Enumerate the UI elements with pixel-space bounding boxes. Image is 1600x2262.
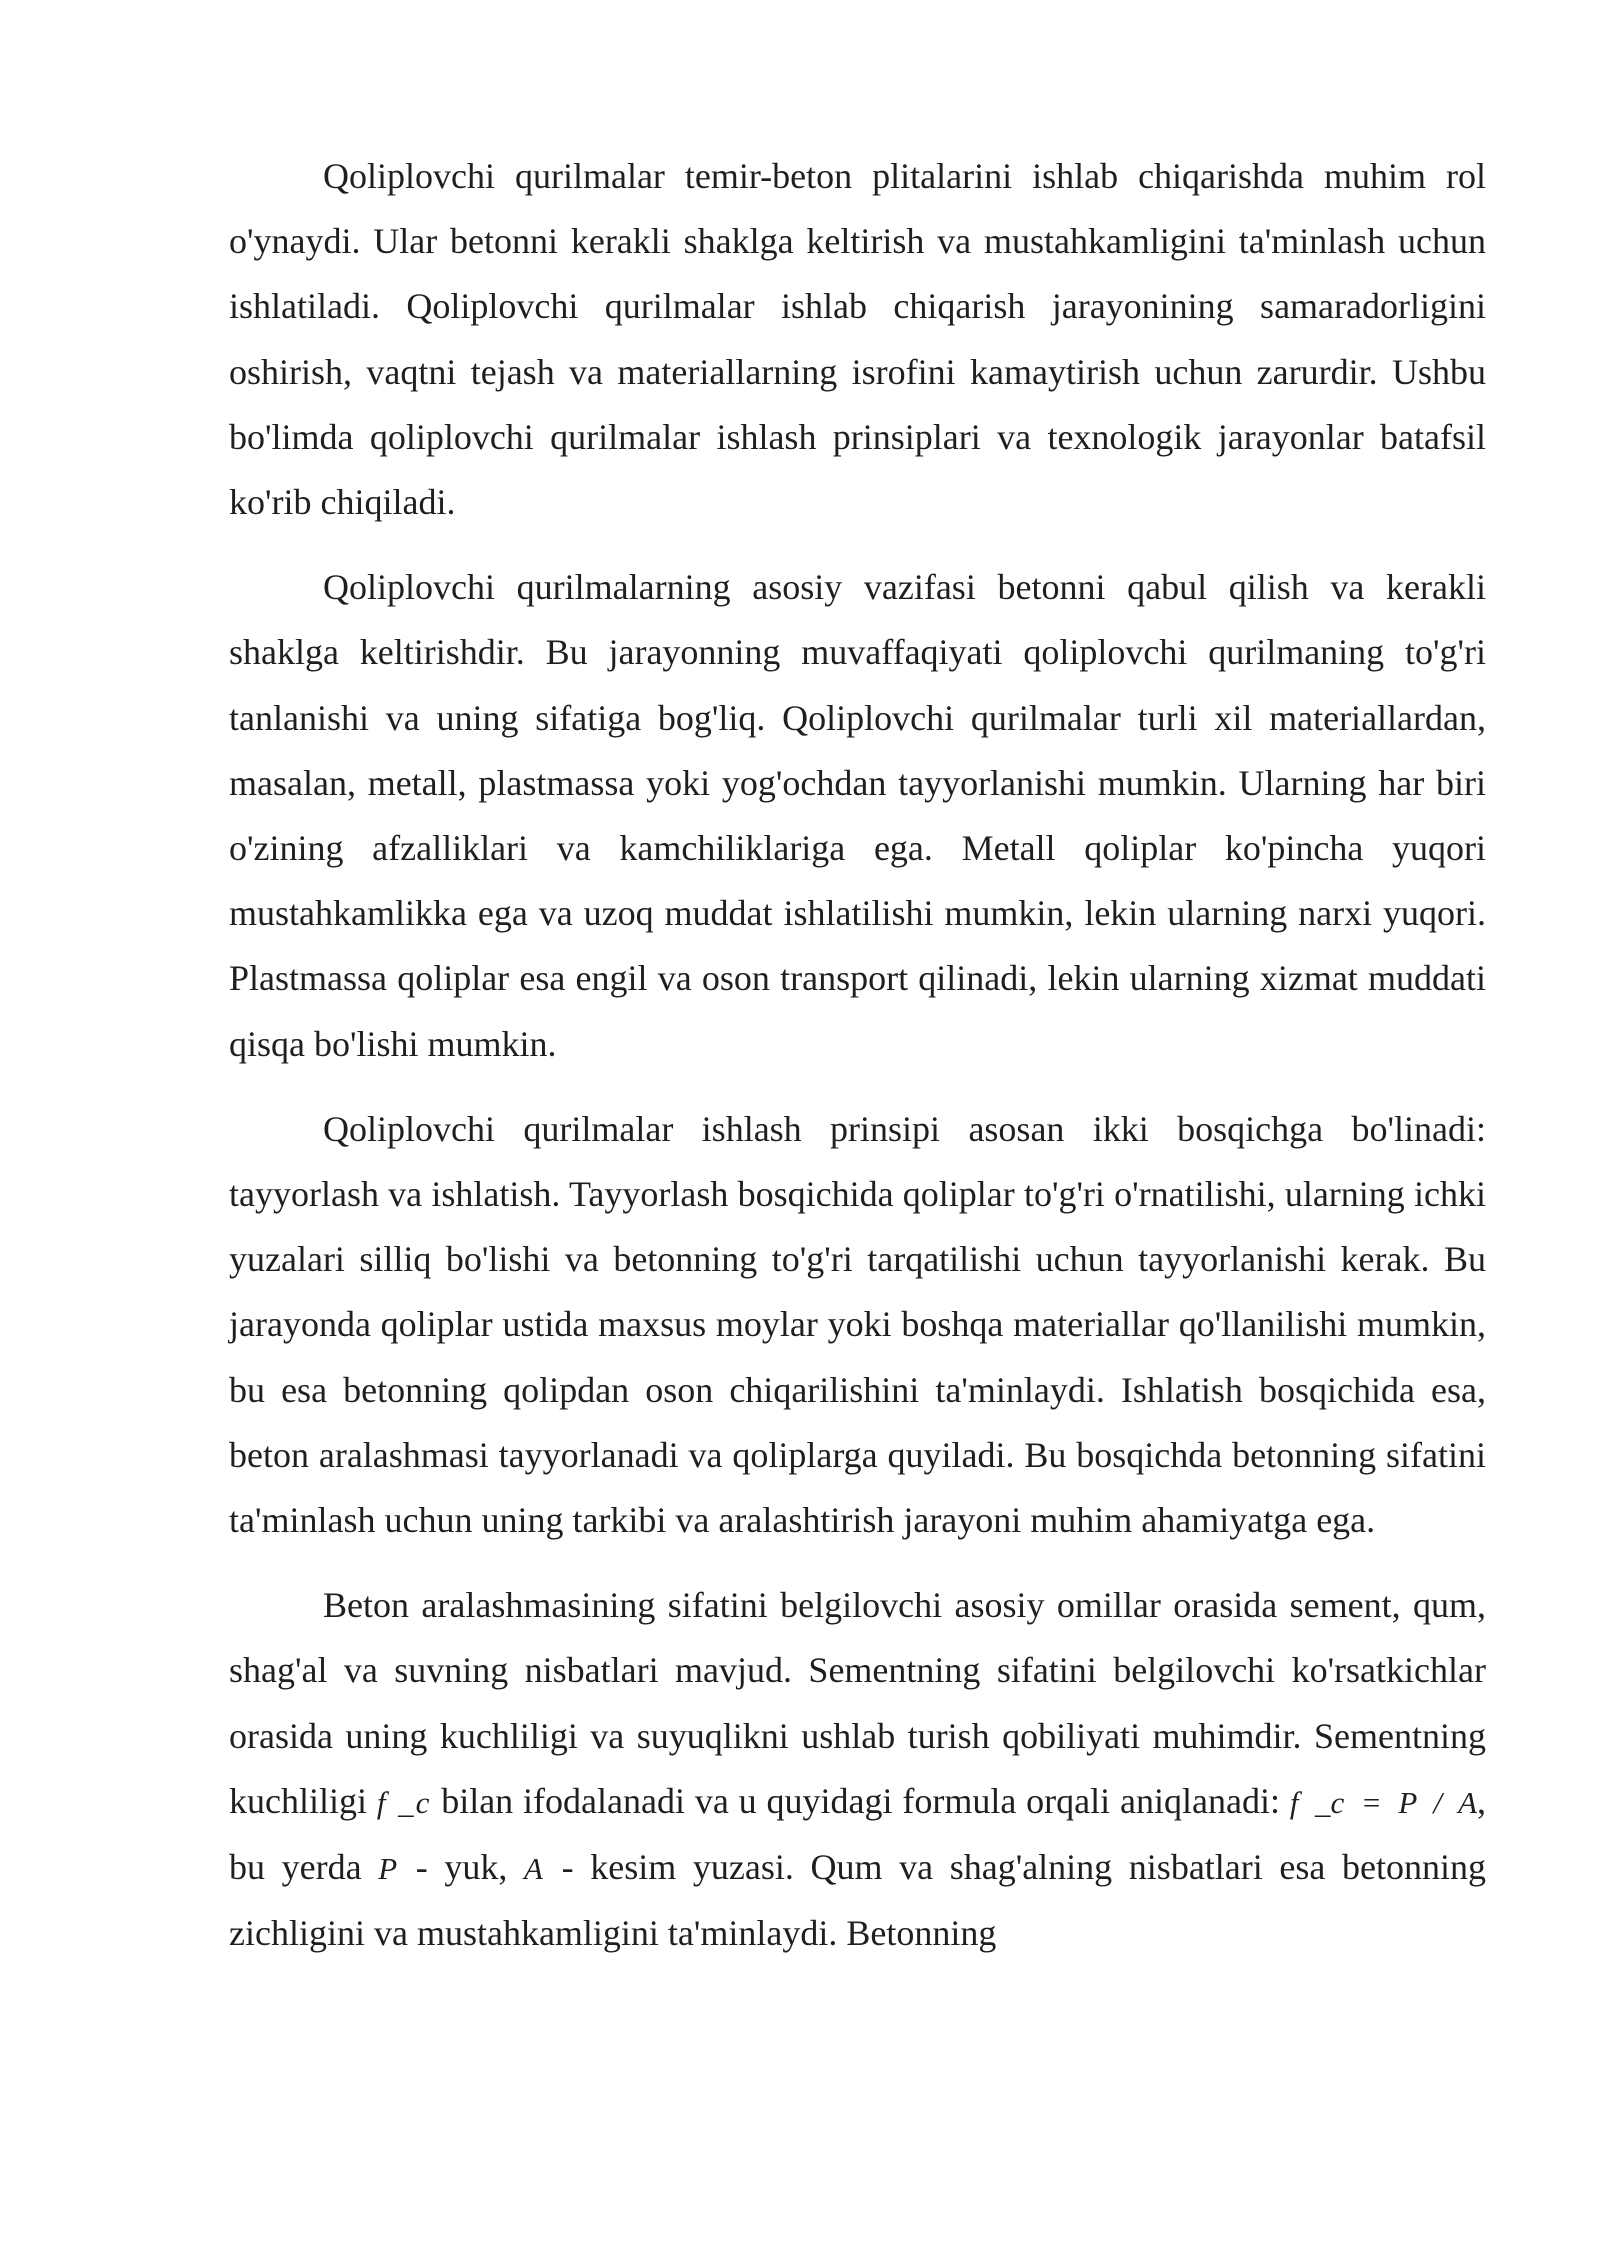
paragraph-4-text-2: bilan ifodalanadi va u quyidagi formula orqali aniqlanadi: [431,1780,1290,1821]
paragraph-1: Qoliplovchi qurilmalar temir-beton plitalarini ishlab chiqarishda muhim rol o'ynaydi. Ular betonni kerakli shaklga keltirish va mustahkamligini ta'minlash uchun ishlatiladi. Qoliplovchi qurilmalar ishlab chiqarish jarayonining samaradorligini oshirish, vaqtni tejash va materiallarning isrofini kamaytirish uchun zarurdir. Ushbu bo'limda qoliplovchi qurilmalar ishlash prinsiplari va texnologik jarayonlar batafsil ko'rib chiqiladi. [229,156,1486,523]
paragraph-2: Qoliplovchi qurilmalarning asosiy vazifasi betonni qabul qilish va kerakli shaklga keltirishdir. Bu jarayonning muvaffaqiyati qoliplovchi qurilmaning to'g'ri tanlanishi va uning sifatiga bog'liq. Qoliplovchi qurilmalar turli xil materiallardan, masalan, metall, plastmassa yoki yog'ochdan tayyorlanishi mumkin. Ularning har biri o'zining afzalliklari va kamchiliklariga ega. Metall qoliplar ko'pincha yuqori mustahkamlikka ega va uzoq muddat ishlatilishi mumkin, lekin ularning narxi yuqori. Plastmassa qoliplar esa engil va oson transport qilinadi, lekin ularning xizmat muddati qisqa bo'lishi mumkin. [229,567,1486,1064]
formula-p: P [378,1851,400,1887]
paragraph-3: Qoliplovchi qurilmalar ishlash prinsipi asosan ikki bosqichga bo'linadi: tayyorlash va ishlatish. Tayyorlash bosqichida qoliplar to'g'ri o'rnatilishi, ularning ichki yuzalari silliq bo'lishi va betonning to'g'ri tarqatilishi uchun tayyorlanishi kerak. Bu jarayonda qoliplar ustida maxsus moylar yoki boshqa materiallar qo'llanilishi mumkin, bu esa betonning qolipdan oson chiqarilishini ta'minlaydi. Ishlatish bosqichida esa, beton aralashmasi tayyorlanadi va qoliplarga quyiladi. Bu bosqichda betonning sifatini ta'minlash uchun uning tarkibi va aralashtirish jarayoni muhim ahamiyatga ega. [229,1108,1486,1541]
paragraph-4-text-5: - kesim yuzasi. Qum va shag'alning nisbatlari esa betonning zichligini va mustahkamligini ta'minlaydi. Betonning [229,1847,1486,1954]
document-body [229,144,1486,1986]
paragraph-4 [229,1573,1486,1966]
paragraph-4-text-1: Beton aralashmasining sifatini belgilovchi asosiy omillar orasida sement, qum, shag'al va suvning nisbatlari mavjud. Sementning sifatini belgilovchi ko'rsatkichlar orasida uning kuchliligi va suyuqlikni ushlab turish qobiliyati muhimdir. Sementning kuchliligi [229,1585,1486,1821]
formula-a: A [524,1851,545,1887]
formula-fc: f _c [376,1784,432,1820]
formula-strength: f _c = P / A [1289,1784,1478,1820]
paragraph-4-text-4: - yuk, [399,1847,525,1888]
paragraph-4-text-3: , bu yerda [229,1780,1487,1888]
